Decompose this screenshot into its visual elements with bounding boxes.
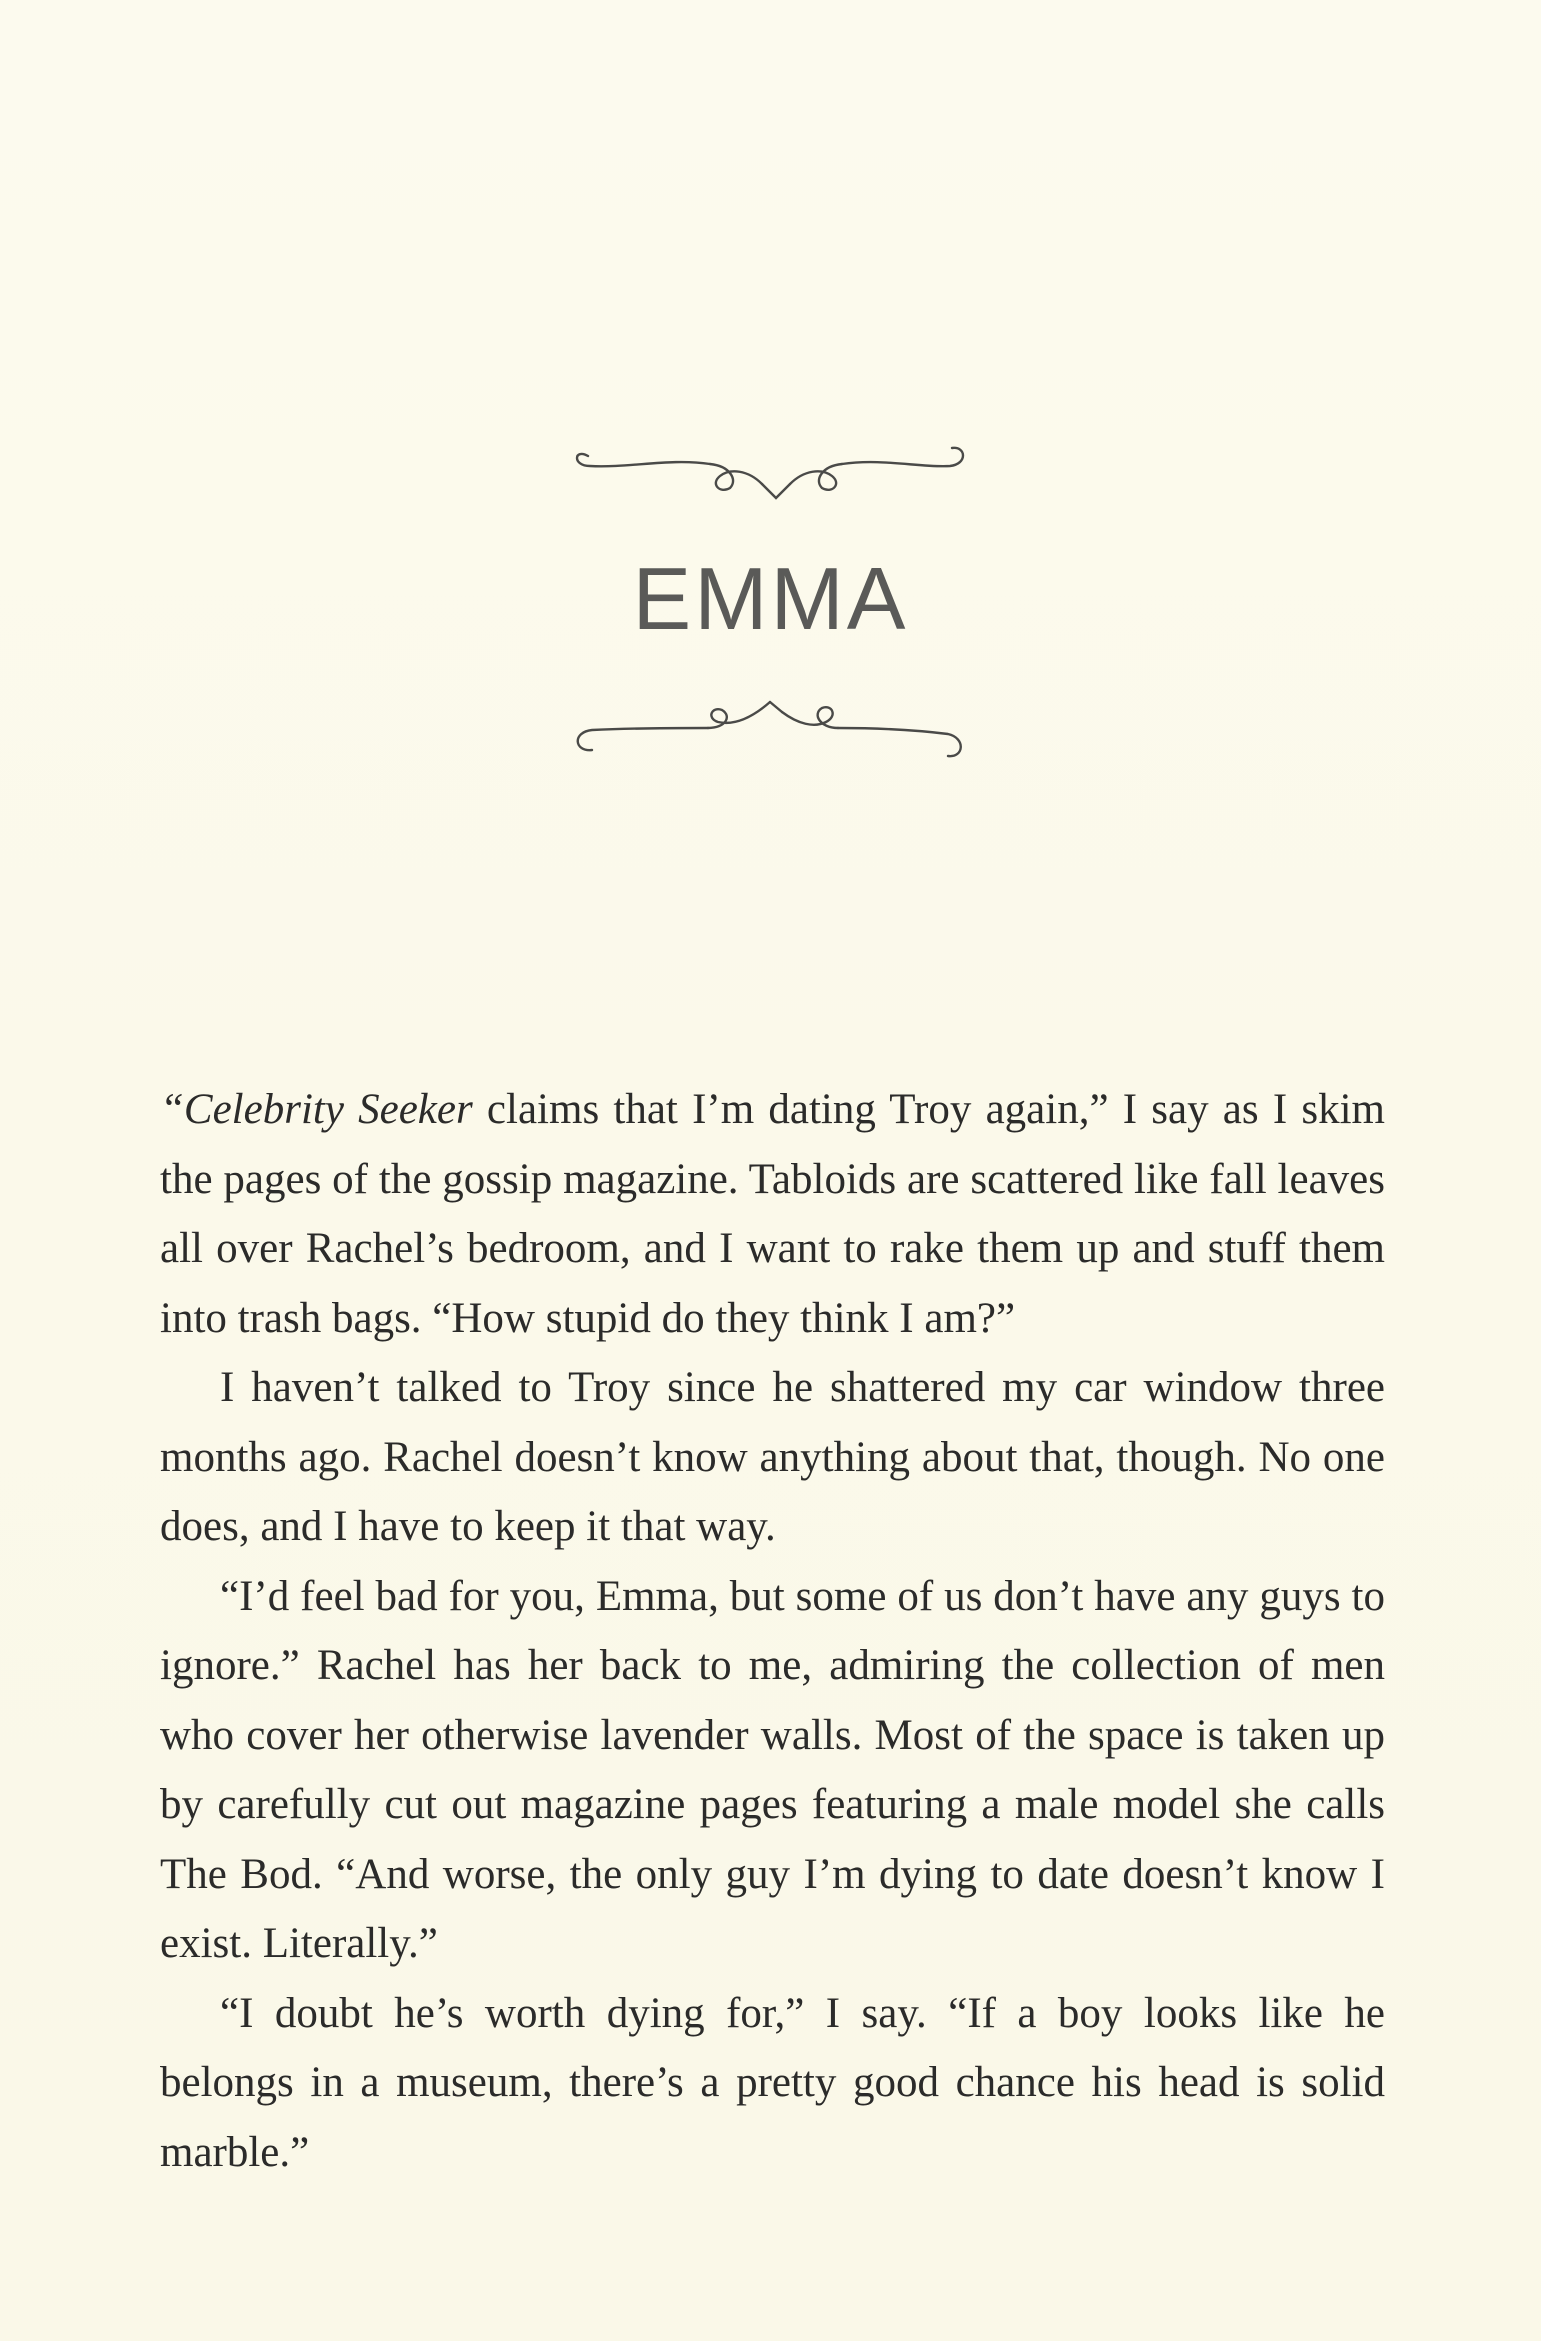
- flourish-divider-bottom-icon: [570, 688, 970, 778]
- paragraph-3: “I’d feel bad for you, Emma, but some of us don’t have any guys to ignore.” Rachel has her back to me, admiring the collection of men who cover her otherwise lavender walls. Most of the space is taken up by carefully cut out magazine pages featuring a male model she calls The Bod. “And worse, the only guy I’m dying to date doesn’t know I exist. Literally.”: [160, 1572, 1385, 1967]
- paragraph-4: “I doubt he’s worth dying for,” I say. “If a boy looks like he belongs in a museum, there’s a pretty good chance his head is solid marble.”: [160, 1989, 1385, 2176]
- paragraph-1-text: claims that I’m dating Troy again,” I say as I skim the pages of the gossip magazine. Tabloids are scattered like fall leaves all over Rachel’s bedroom, and I want to rake them up and stuff them into trash bags. “How stupid do they think I am?”: [160, 1086, 1385, 1342]
- paragraph-1: [160, 1075, 1385, 1353]
- magazine-title: “Celebrity Seeker: [160, 1086, 473, 1133]
- chapter-title: EMMA: [632, 549, 909, 648]
- paragraph-2: I haven’t talked to Troy since he shattered my car window three months ago. Rachel doesn’t know anything about that, though. No one does, and I have to keep it that way.: [160, 1364, 1385, 1550]
- chapter-body: [160, 1075, 1385, 2187]
- flourish-divider-top-icon: [570, 428, 970, 518]
